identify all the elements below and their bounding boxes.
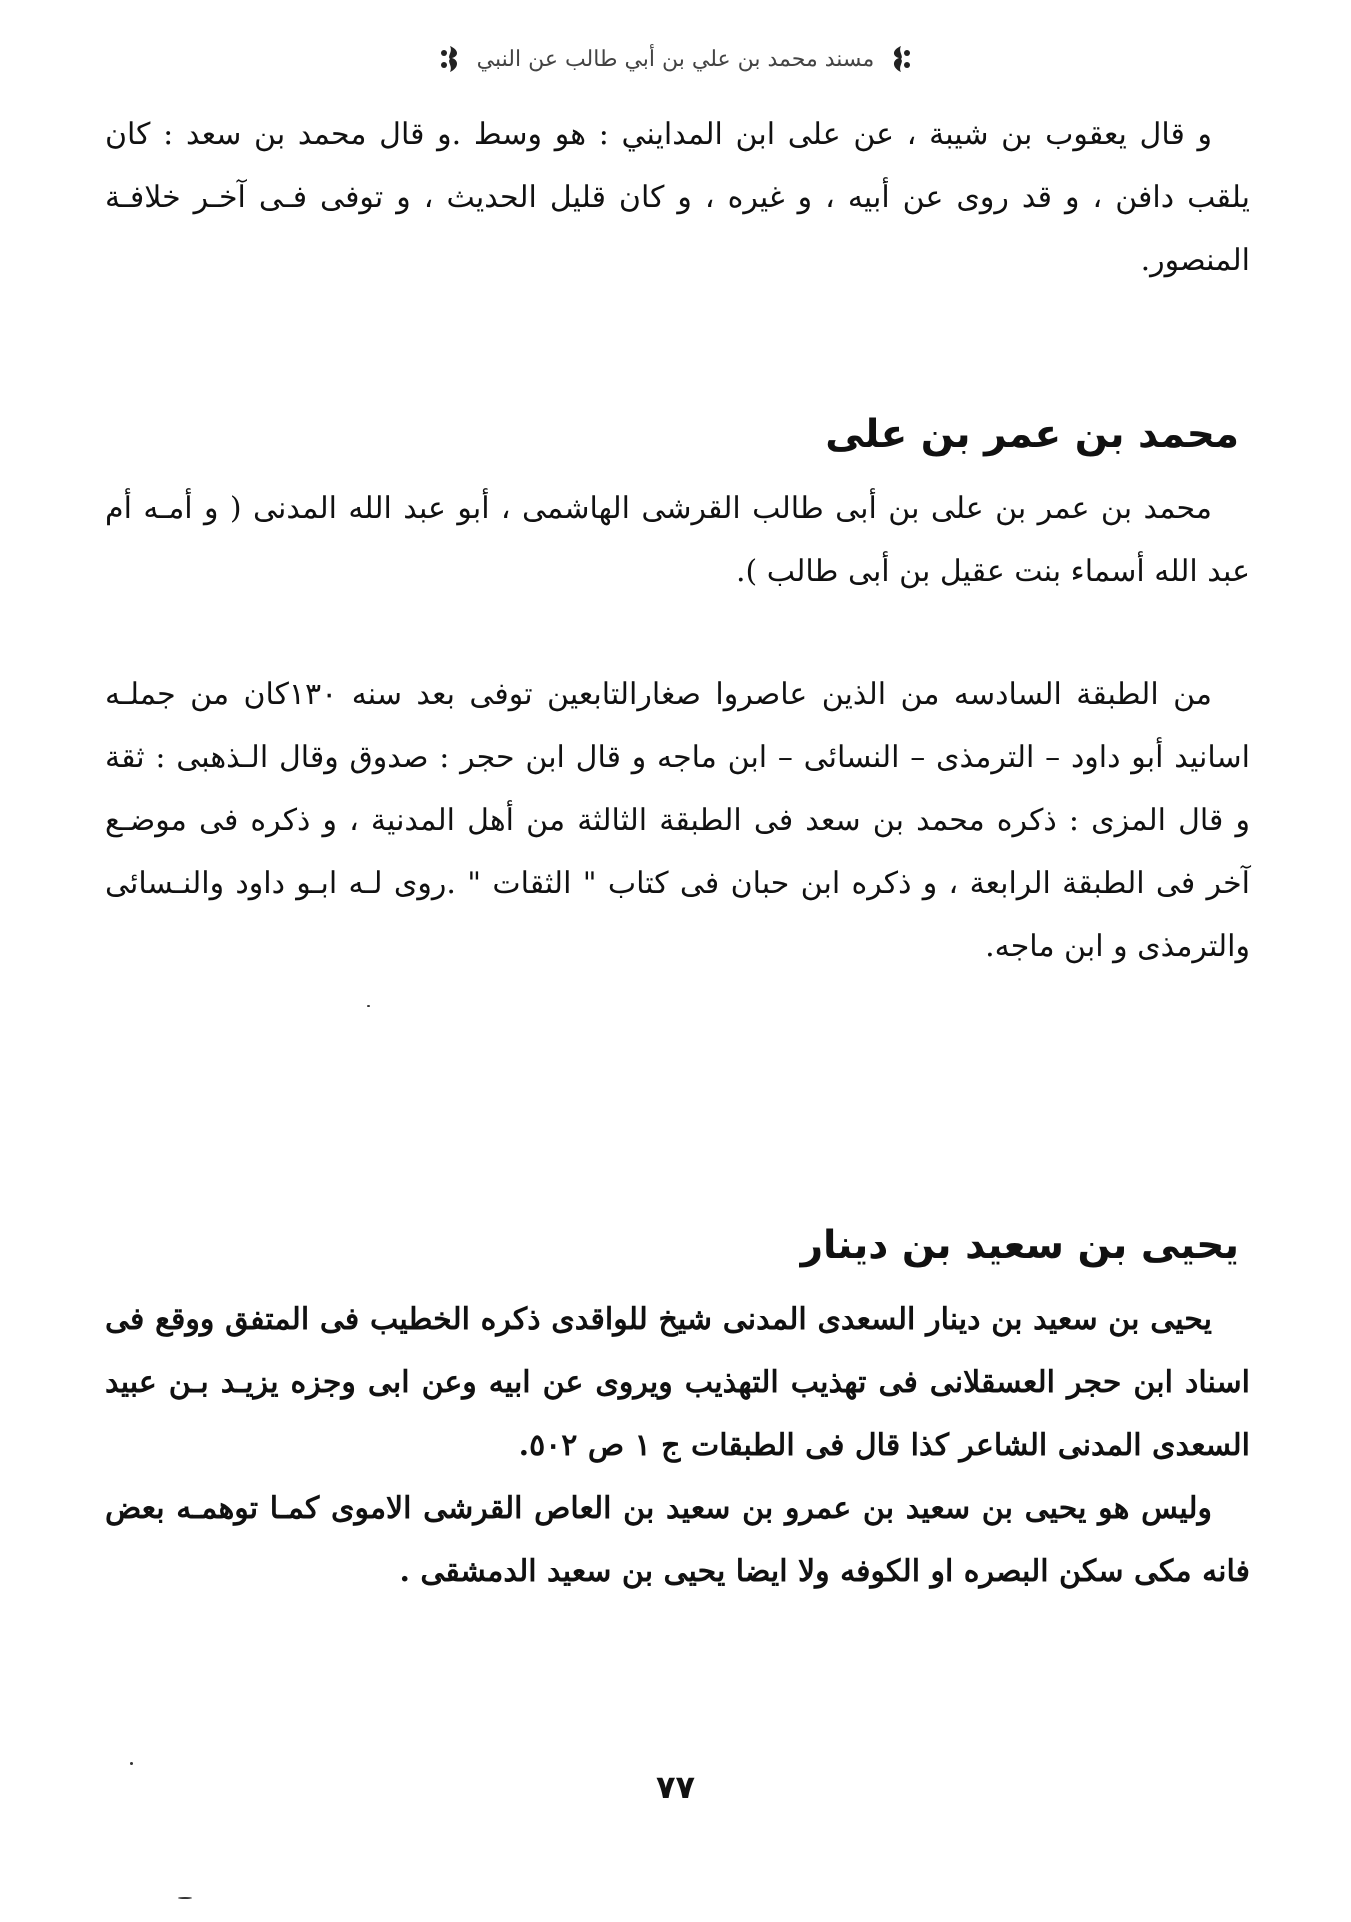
scan-speck bbox=[367, 1005, 370, 1007]
section-body bbox=[105, 1288, 1250, 1603]
running-header bbox=[0, 44, 1351, 74]
scan-speck bbox=[130, 1762, 133, 1765]
section-intro bbox=[105, 103, 1250, 292]
section-body bbox=[105, 663, 1250, 978]
ornament-right-icon bbox=[888, 44, 914, 74]
paragraph: محمد بن عمر بن على بن أبى طالب القرشى الهاشمى ، أبو عبد الله المدنى ( و أمـه أم عبد الله أسماء بنت عقيل بن أبى طالب ). bbox=[105, 491, 1250, 589]
scan-speck bbox=[178, 1897, 192, 1899]
running-header-title: مسند محمد بن علي بن أبي طالب عن النبي bbox=[476, 46, 875, 72]
section-heading: محمد بن عمر بن على bbox=[825, 412, 1239, 457]
paragraph: و قال يعقوب بن شيبة ، عن على ابن المدايني : هو وسط .و قال محمد بن سعد : كان يلقب دافن ، و قد روى عن أبيه ، و غيره ، و كان قليل الحديث ، و توفى فـى آخـر خلافـة المنصور. bbox=[105, 117, 1250, 278]
section-heading: يحيى بن سعيد بن دينار bbox=[800, 1223, 1239, 1268]
page-number: ٧٧ bbox=[655, 1768, 696, 1806]
paragraph: وليس هو يحيى بن سعيد بن عمرو بن سعيد بن العاص القرشى الاموى كمـا توهمـه بعض فانه مكى سكن البصره او الكوفه ولا ايضا يحيى بن سعيد الدمشقى . bbox=[105, 1491, 1250, 1589]
section-body bbox=[105, 477, 1250, 603]
paragraph: من الطبقة السادسه من الذين عاصروا صغارالتابعين توفى بعد سنه ١٣٠كان من جملـه اسانيد أبو داود – الترمذى – النسائى – ابن ماجه و قال ابن حجر : صدوق وقال الـذهبى : ثقة و قال المزى : ذكره محمد بن سعد فى الطبقة الثالثة من أهل المدنية ، و ذكره فى موضـع آخر فى الطبقة الرابعة ، و ذكره ابن حبان فى كتاب " الثقات " .روى لـه ابـو داود والنـسائى والترمذى و ابن ماجه. bbox=[105, 677, 1250, 964]
paragraph: يحيى بن سعيد بن دينار السعدى المدنى شيخ للواقدى ذكره الخطيب فى المتفق ووقع فى اسناد ابن حجر العسقلانى فى تهذيب التهذيب ويروى عن ابيه وعن ابى وجزه يزيـد بـن عبيد السعدى المدنى الشاعر كذا قال فى الطبقات ج ١ ص ٥٠٢. bbox=[105, 1302, 1250, 1463]
ornament-left-icon bbox=[437, 44, 463, 74]
